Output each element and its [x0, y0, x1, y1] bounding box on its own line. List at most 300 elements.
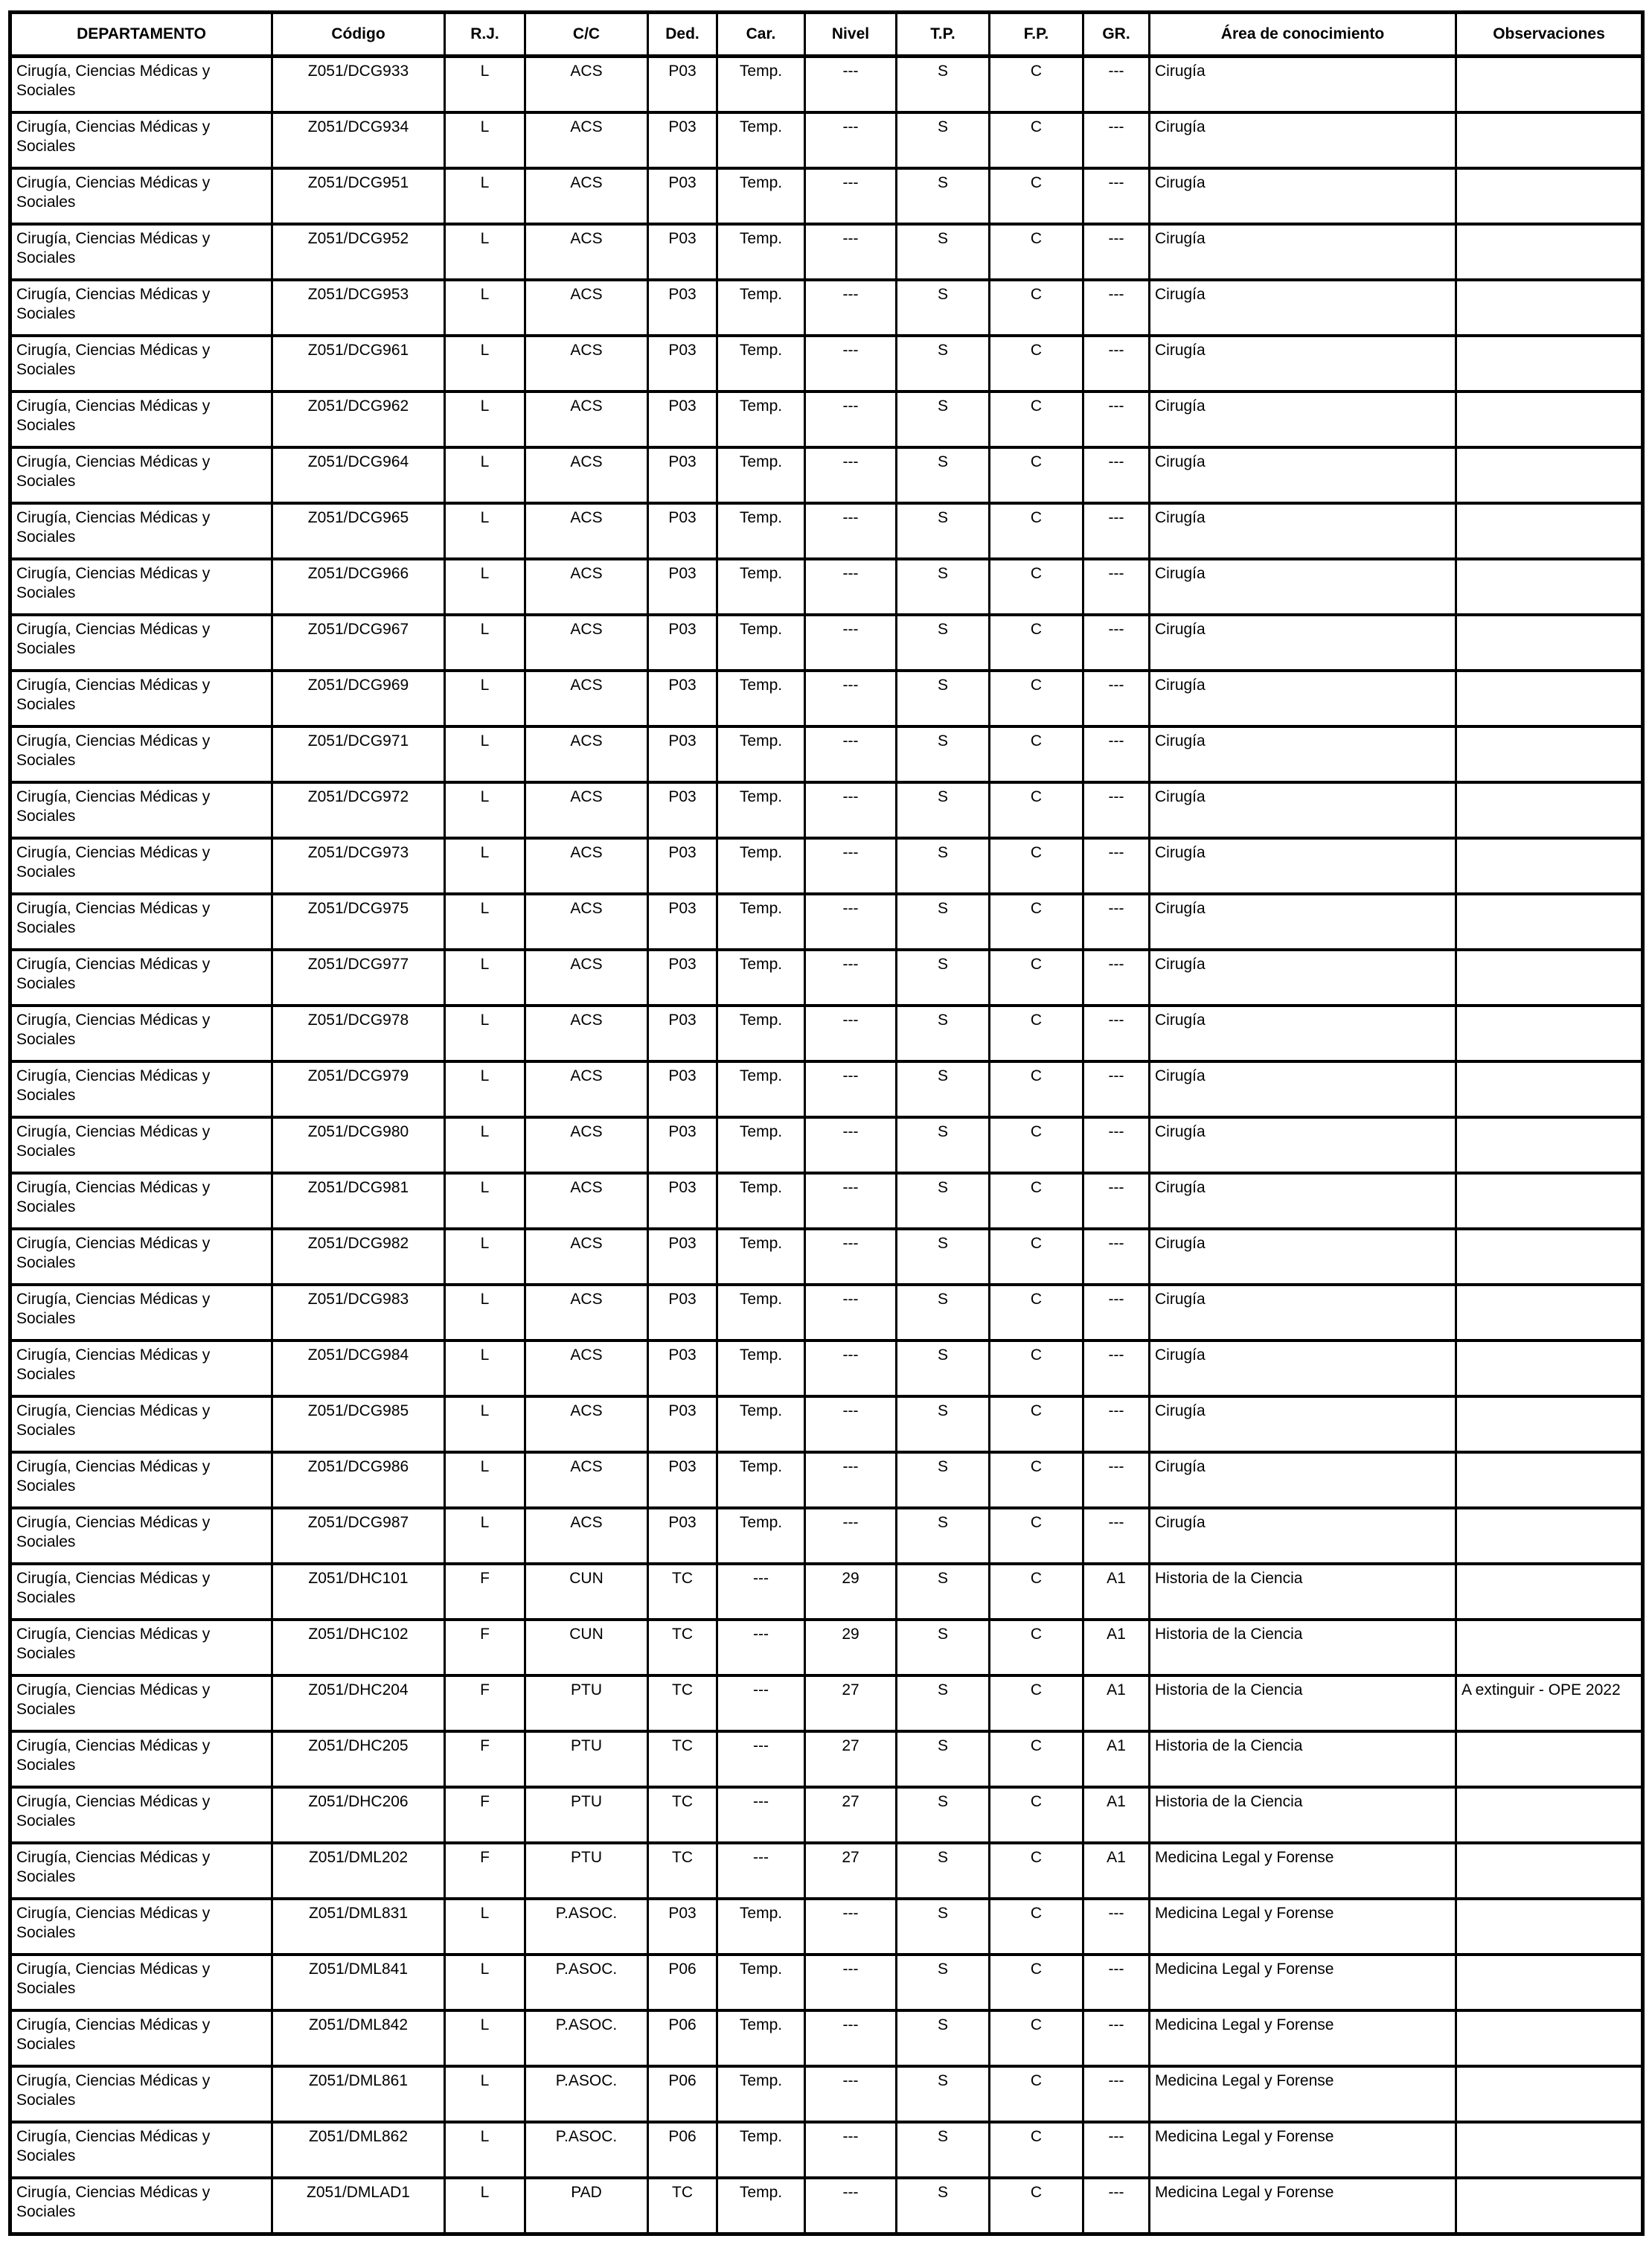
cell-rj: L [445, 894, 525, 950]
cell-observaciones [1456, 1787, 1643, 1843]
cell-cc: P.ASOC. [525, 1955, 648, 2010]
cell-area: Cirugía [1150, 1452, 1456, 1508]
cell-fp: C [990, 1229, 1083, 1285]
cell-car: --- [717, 1620, 805, 1675]
cell-codigo: Z051/DML202 [272, 1843, 445, 1899]
cell-car: Temp. [717, 224, 805, 280]
cell-ded: P03 [648, 1452, 717, 1508]
cell-gr: A1 [1083, 1564, 1150, 1620]
cell-nivel: --- [805, 57, 897, 113]
cell-ded: P03 [648, 894, 717, 950]
cell-rj: L [445, 1229, 525, 1285]
cell-observaciones [1456, 1173, 1643, 1229]
cell-car: --- [717, 1787, 805, 1843]
cell-rj: L [445, 1955, 525, 2010]
cell-tp: S [897, 1564, 990, 1620]
cell-gr: --- [1083, 1508, 1150, 1564]
cell-nivel: --- [805, 1396, 897, 1452]
table-row [10, 1731, 1643, 1787]
cell-fp: C [990, 782, 1083, 838]
column-header-ded: Ded. [648, 13, 717, 57]
cell-gr: A1 [1083, 1731, 1150, 1787]
cell-rj: L [445, 447, 525, 503]
cell-ded: TC [648, 1843, 717, 1899]
cell-car: Temp. [717, 1899, 805, 1955]
cell-ded: P03 [648, 447, 717, 503]
cell-gr: --- [1083, 336, 1150, 392]
cell-nivel: --- [805, 1341, 897, 1396]
cell-rj: L [445, 503, 525, 559]
cell-cc: ACS [525, 1117, 648, 1173]
cell-fp: C [990, 1787, 1083, 1843]
cell-car: --- [717, 1731, 805, 1787]
cell-observaciones [1456, 615, 1643, 671]
cell-departamento: Cirugía, Ciencias Médicas y Sociales [10, 1564, 272, 1620]
cell-rj: L [445, 1341, 525, 1396]
cell-observaciones [1456, 2066, 1643, 2122]
cell-cc: ACS [525, 112, 648, 168]
cell-tp: S [897, 503, 990, 559]
cell-codigo: Z051/DCG971 [272, 726, 445, 782]
cell-tp: S [897, 1173, 990, 1229]
cell-tp: S [897, 782, 990, 838]
cell-rj: L [445, 838, 525, 894]
cell-codigo: Z051/DCG985 [272, 1396, 445, 1452]
cell-codigo: Z051/DML861 [272, 2066, 445, 2122]
cell-observaciones [1456, 1731, 1643, 1787]
cell-area: Medicina Legal y Forense [1150, 1955, 1456, 2010]
cell-nivel: --- [805, 1899, 897, 1955]
cell-departamento: Cirugía, Ciencias Médicas y Sociales [10, 2010, 272, 2066]
table-row [10, 1843, 1643, 1899]
cell-car: Temp. [717, 1006, 805, 1061]
cell-departamento: Cirugía, Ciencias Médicas y Sociales [10, 1452, 272, 1508]
cell-tp: S [897, 2178, 990, 2234]
cell-gr: --- [1083, 2122, 1150, 2178]
cell-fp: C [990, 1341, 1083, 1396]
cell-cc: ACS [525, 1508, 648, 1564]
cell-departamento: Cirugía, Ciencias Médicas y Sociales [10, 1061, 272, 1117]
cell-tp: S [897, 1899, 990, 1955]
cell-cc: ACS [525, 1061, 648, 1117]
cell-fp: C [990, 1452, 1083, 1508]
column-header-area: Área de conocimiento [1150, 13, 1456, 57]
table-row [10, 224, 1643, 280]
cell-cc: CUN [525, 1564, 648, 1620]
cell-fp: C [990, 1843, 1083, 1899]
cell-car: Temp. [717, 1117, 805, 1173]
cell-ded: P03 [648, 1508, 717, 1564]
cell-gr: A1 [1083, 1843, 1150, 1899]
cell-codigo: Z051/DML841 [272, 1955, 445, 2010]
cell-nivel: --- [805, 894, 897, 950]
cell-area: Cirugía [1150, 559, 1456, 615]
cell-tp: S [897, 1061, 990, 1117]
cell-observaciones [1456, 503, 1643, 559]
cell-observaciones [1456, 1117, 1643, 1173]
cell-codigo: Z051/DHC205 [272, 1731, 445, 1787]
cell-area: Cirugía [1150, 1229, 1456, 1285]
cell-rj: F [445, 1620, 525, 1675]
cell-observaciones [1456, 1452, 1643, 1508]
cell-tp: S [897, 1787, 990, 1843]
cell-fp: C [990, 1731, 1083, 1787]
cell-observaciones [1456, 447, 1643, 503]
cell-observaciones [1456, 1620, 1643, 1675]
cell-observaciones [1456, 112, 1643, 168]
cell-car: Temp. [717, 559, 805, 615]
cell-codigo: Z051/DCG986 [272, 1452, 445, 1508]
cell-departamento: Cirugía, Ciencias Médicas y Sociales [10, 1396, 272, 1452]
cell-gr: A1 [1083, 1675, 1150, 1731]
cell-car: Temp. [717, 2066, 805, 2122]
cell-tp: S [897, 224, 990, 280]
cell-area: Medicina Legal y Forense [1150, 2178, 1456, 2234]
cell-nivel: --- [805, 1061, 897, 1117]
cell-tp: S [897, 447, 990, 503]
cell-gr: A1 [1083, 1620, 1150, 1675]
cell-departamento: Cirugía, Ciencias Médicas y Sociales [10, 1899, 272, 1955]
cell-ded: P03 [648, 1173, 717, 1229]
cell-rj: L [445, 336, 525, 392]
cell-observaciones [1456, 168, 1643, 224]
cell-area: Cirugía [1150, 894, 1456, 950]
cell-codigo: Z051/DCG962 [272, 392, 445, 447]
cell-fp: C [990, 950, 1083, 1006]
cell-area: Cirugía [1150, 112, 1456, 168]
cell-codigo: Z051/DCG982 [272, 1229, 445, 1285]
cell-fp: C [990, 1955, 1083, 2010]
cell-tp: S [897, 1508, 990, 1564]
cell-tp: S [897, 1229, 990, 1285]
cell-departamento: Cirugía, Ciencias Médicas y Sociales [10, 1285, 272, 1341]
cell-fp: C [990, 1006, 1083, 1061]
cell-fp: C [990, 57, 1083, 113]
cell-ded: P03 [648, 1117, 717, 1173]
cell-gr: --- [1083, 112, 1150, 168]
cell-ded: P03 [648, 503, 717, 559]
cell-fp: C [990, 1899, 1083, 1955]
cell-ded: P03 [648, 1229, 717, 1285]
cell-gr: --- [1083, 224, 1150, 280]
table-body [10, 57, 1643, 2234]
table-row [10, 1285, 1643, 1341]
cell-car: Temp. [717, 838, 805, 894]
cell-observaciones [1456, 894, 1643, 950]
cell-area: Cirugía [1150, 726, 1456, 782]
cell-gr: --- [1083, 838, 1150, 894]
cell-rj: L [445, 280, 525, 336]
cell-rj: L [445, 57, 525, 113]
cell-cc: P.ASOC. [525, 2122, 648, 2178]
cell-car: Temp. [717, 57, 805, 113]
cell-observaciones [1456, 838, 1643, 894]
cell-rj: L [445, 615, 525, 671]
cell-fp: C [990, 392, 1083, 447]
cell-gr: A1 [1083, 1787, 1150, 1843]
table-row [10, 2066, 1643, 2122]
cell-tp: S [897, 2122, 990, 2178]
cell-rj: L [445, 2122, 525, 2178]
cell-observaciones [1456, 1229, 1643, 1285]
cell-gr: --- [1083, 57, 1150, 113]
cell-tp: S [897, 1285, 990, 1341]
cell-ded: P06 [648, 2122, 717, 2178]
cell-codigo: Z051/DCG979 [272, 1061, 445, 1117]
cell-rj: L [445, 559, 525, 615]
cell-fp: C [990, 1061, 1083, 1117]
cell-tp: S [897, 1341, 990, 1396]
table-row [10, 503, 1643, 559]
cell-gr: --- [1083, 2066, 1150, 2122]
cell-area: Cirugía [1150, 280, 1456, 336]
cell-rj: L [445, 1061, 525, 1117]
column-header-cc: C/C [525, 13, 648, 57]
cell-tp: S [897, 336, 990, 392]
cell-departamento: Cirugía, Ciencias Médicas y Sociales [10, 1843, 272, 1899]
cell-nivel: 29 [805, 1564, 897, 1620]
table-row [10, 2122, 1643, 2178]
cell-cc: ACS [525, 1396, 648, 1452]
cell-gr: --- [1083, 1955, 1150, 2010]
cell-fp: C [990, 1675, 1083, 1731]
cell-ded: P03 [648, 168, 717, 224]
cell-gr: --- [1083, 1006, 1150, 1061]
cell-tp: S [897, 894, 990, 950]
cell-codigo: Z051/DHC206 [272, 1787, 445, 1843]
cell-area: Cirugía [1150, 336, 1456, 392]
cell-ded: TC [648, 2178, 717, 2234]
cell-codigo: Z051/DCG973 [272, 838, 445, 894]
cell-cc: ACS [525, 280, 648, 336]
cell-nivel: 27 [805, 1787, 897, 1843]
cell-tp: S [897, 1843, 990, 1899]
cell-nivel: --- [805, 503, 897, 559]
cell-ded: TC [648, 1731, 717, 1787]
table-row [10, 1173, 1643, 1229]
cell-nivel: --- [805, 1173, 897, 1229]
cell-car: Temp. [717, 280, 805, 336]
column-header-car: Car. [717, 13, 805, 57]
cell-area: Cirugía [1150, 782, 1456, 838]
cell-codigo: Z051/DHC204 [272, 1675, 445, 1731]
cell-rj: L [445, 1117, 525, 1173]
cell-observaciones [1456, 1341, 1643, 1396]
cell-nivel: --- [805, 671, 897, 726]
cell-observaciones [1456, 336, 1643, 392]
cell-departamento: Cirugía, Ciencias Médicas y Sociales [10, 1229, 272, 1285]
cell-cc: ACS [525, 559, 648, 615]
table-row [10, 894, 1643, 950]
cell-car: Temp. [717, 112, 805, 168]
cell-codigo: Z051/DCG981 [272, 1173, 445, 1229]
column-header-fp: F.P. [990, 13, 1083, 57]
cell-cc: P.ASOC. [525, 2066, 648, 2122]
cell-nivel: --- [805, 838, 897, 894]
cell-nivel: --- [805, 168, 897, 224]
cell-area: Cirugía [1150, 838, 1456, 894]
cell-ded: TC [648, 1787, 717, 1843]
cell-ded: P03 [648, 224, 717, 280]
cell-departamento: Cirugía, Ciencias Médicas y Sociales [10, 57, 272, 113]
cell-area: Medicina Legal y Forense [1150, 2066, 1456, 2122]
cell-car: --- [717, 1564, 805, 1620]
cell-cc: ACS [525, 447, 648, 503]
table-row [10, 671, 1643, 726]
cell-ded: P03 [648, 392, 717, 447]
table-row [10, 726, 1643, 782]
cell-tp: S [897, 280, 990, 336]
cell-rj: L [445, 1173, 525, 1229]
cell-rj: L [445, 726, 525, 782]
cell-gr: --- [1083, 1061, 1150, 1117]
cell-ded: P03 [648, 559, 717, 615]
cell-codigo: Z051/DCG965 [272, 503, 445, 559]
cell-codigo: Z051/DCG969 [272, 671, 445, 726]
cell-rj: F [445, 1675, 525, 1731]
cell-area: Historia de la Ciencia [1150, 1675, 1456, 1731]
cell-nivel: --- [805, 336, 897, 392]
cell-codigo: Z051/DCG952 [272, 224, 445, 280]
column-header-rj: R.J. [445, 13, 525, 57]
cell-cc: ACS [525, 336, 648, 392]
column-header-codigo: Código [272, 13, 445, 57]
cell-nivel: --- [805, 2122, 897, 2178]
cell-cc: ACS [525, 671, 648, 726]
cell-gr: --- [1083, 392, 1150, 447]
cell-nivel: 27 [805, 1675, 897, 1731]
cell-departamento: Cirugía, Ciencias Médicas y Sociales [10, 782, 272, 838]
cell-nivel: --- [805, 2010, 897, 2066]
cell-area: Cirugía [1150, 1006, 1456, 1061]
cell-fp: C [990, 112, 1083, 168]
cell-departamento: Cirugía, Ciencias Médicas y Sociales [10, 2066, 272, 2122]
cell-ded: TC [648, 1564, 717, 1620]
cell-tp: S [897, 1620, 990, 1675]
cell-tp: S [897, 950, 990, 1006]
cell-fp: C [990, 1620, 1083, 1675]
cell-nivel: --- [805, 447, 897, 503]
cell-ded: P03 [648, 782, 717, 838]
cell-tp: S [897, 112, 990, 168]
cell-ded: P06 [648, 2066, 717, 2122]
cell-gr: --- [1083, 726, 1150, 782]
cell-car: Temp. [717, 2178, 805, 2234]
cell-fp: C [990, 2122, 1083, 2178]
cell-cc: ACS [525, 168, 648, 224]
cell-area: Cirugía [1150, 503, 1456, 559]
cell-observaciones [1456, 2178, 1643, 2234]
cell-observaciones [1456, 1899, 1643, 1955]
cell-car: Temp. [717, 950, 805, 1006]
cell-nivel: 29 [805, 1620, 897, 1675]
table-row [10, 1899, 1643, 1955]
cell-cc: ACS [525, 838, 648, 894]
cell-area: Historia de la Ciencia [1150, 1731, 1456, 1787]
cell-fp: C [990, 1285, 1083, 1341]
cell-observaciones [1456, 57, 1643, 113]
cell-observaciones [1456, 1955, 1643, 2010]
cell-nivel: 27 [805, 1731, 897, 1787]
cell-area: Historia de la Ciencia [1150, 1787, 1456, 1843]
cell-nivel: --- [805, 559, 897, 615]
cell-area: Cirugía [1150, 950, 1456, 1006]
cell-ded: P03 [648, 726, 717, 782]
cell-fp: C [990, 894, 1083, 950]
cell-departamento: Cirugía, Ciencias Médicas y Sociales [10, 950, 272, 1006]
cell-codigo: Z051/DMLAD1 [272, 2178, 445, 2234]
cell-fp: C [990, 447, 1083, 503]
cell-ded: P03 [648, 950, 717, 1006]
cell-nivel: 27 [805, 1843, 897, 1899]
cell-cc: ACS [525, 1229, 648, 1285]
column-header-tp: T.P. [897, 13, 990, 57]
cell-gr: --- [1083, 447, 1150, 503]
cell-ded: P03 [648, 1899, 717, 1955]
cell-fp: C [990, 1564, 1083, 1620]
table-row [10, 1787, 1643, 1843]
cell-area: Historia de la Ciencia [1150, 1620, 1456, 1675]
cell-car: Temp. [717, 1452, 805, 1508]
cell-car: Temp. [717, 503, 805, 559]
cell-fp: C [990, 671, 1083, 726]
column-header-departamento: DEPARTAMENTO [10, 13, 272, 57]
cell-codigo: Z051/DHC101 [272, 1564, 445, 1620]
cell-cc: ACS [525, 224, 648, 280]
cell-rj: L [445, 782, 525, 838]
cell-ded: P06 [648, 2010, 717, 2066]
cell-area: Medicina Legal y Forense [1150, 1843, 1456, 1899]
cell-departamento: Cirugía, Ciencias Médicas y Sociales [10, 447, 272, 503]
cell-rj: L [445, 1285, 525, 1341]
cell-observaciones [1456, 671, 1643, 726]
table-row [10, 1452, 1643, 1508]
cell-ded: P03 [648, 112, 717, 168]
cell-cc: ACS [525, 392, 648, 447]
cell-ded: P03 [648, 615, 717, 671]
table-row [10, 447, 1643, 503]
cell-departamento: Cirugía, Ciencias Médicas y Sociales [10, 280, 272, 336]
cell-codigo: Z051/DHC102 [272, 1620, 445, 1675]
cell-codigo: Z051/DCG972 [272, 782, 445, 838]
cell-rj: L [445, 2066, 525, 2122]
table-row [10, 559, 1643, 615]
table-row [10, 782, 1643, 838]
cell-codigo: Z051/DCG978 [272, 1006, 445, 1061]
cell-cc: ACS [525, 615, 648, 671]
table-row [10, 1675, 1643, 1731]
cell-rj: F [445, 1564, 525, 1620]
cell-gr: --- [1083, 1452, 1150, 1508]
cell-car: Temp. [717, 1229, 805, 1285]
cell-departamento: Cirugía, Ciencias Médicas y Sociales [10, 1117, 272, 1173]
table-row [10, 336, 1643, 392]
cell-rj: L [445, 2010, 525, 2066]
cell-codigo: Z051/DML842 [272, 2010, 445, 2066]
cell-nivel: --- [805, 782, 897, 838]
cell-observaciones [1456, 2122, 1643, 2178]
cell-nivel: --- [805, 950, 897, 1006]
cell-tp: S [897, 1955, 990, 2010]
cell-departamento: Cirugía, Ciencias Médicas y Sociales [10, 112, 272, 168]
table-row [10, 1564, 1643, 1620]
cell-departamento: Cirugía, Ciencias Médicas y Sociales [10, 1787, 272, 1843]
cell-car: Temp. [717, 2122, 805, 2178]
cell-rj: L [445, 1006, 525, 1061]
cell-cc: ACS [525, 1006, 648, 1061]
cell-tp: S [897, 615, 990, 671]
cell-departamento: Cirugía, Ciencias Médicas y Sociales [10, 1620, 272, 1675]
